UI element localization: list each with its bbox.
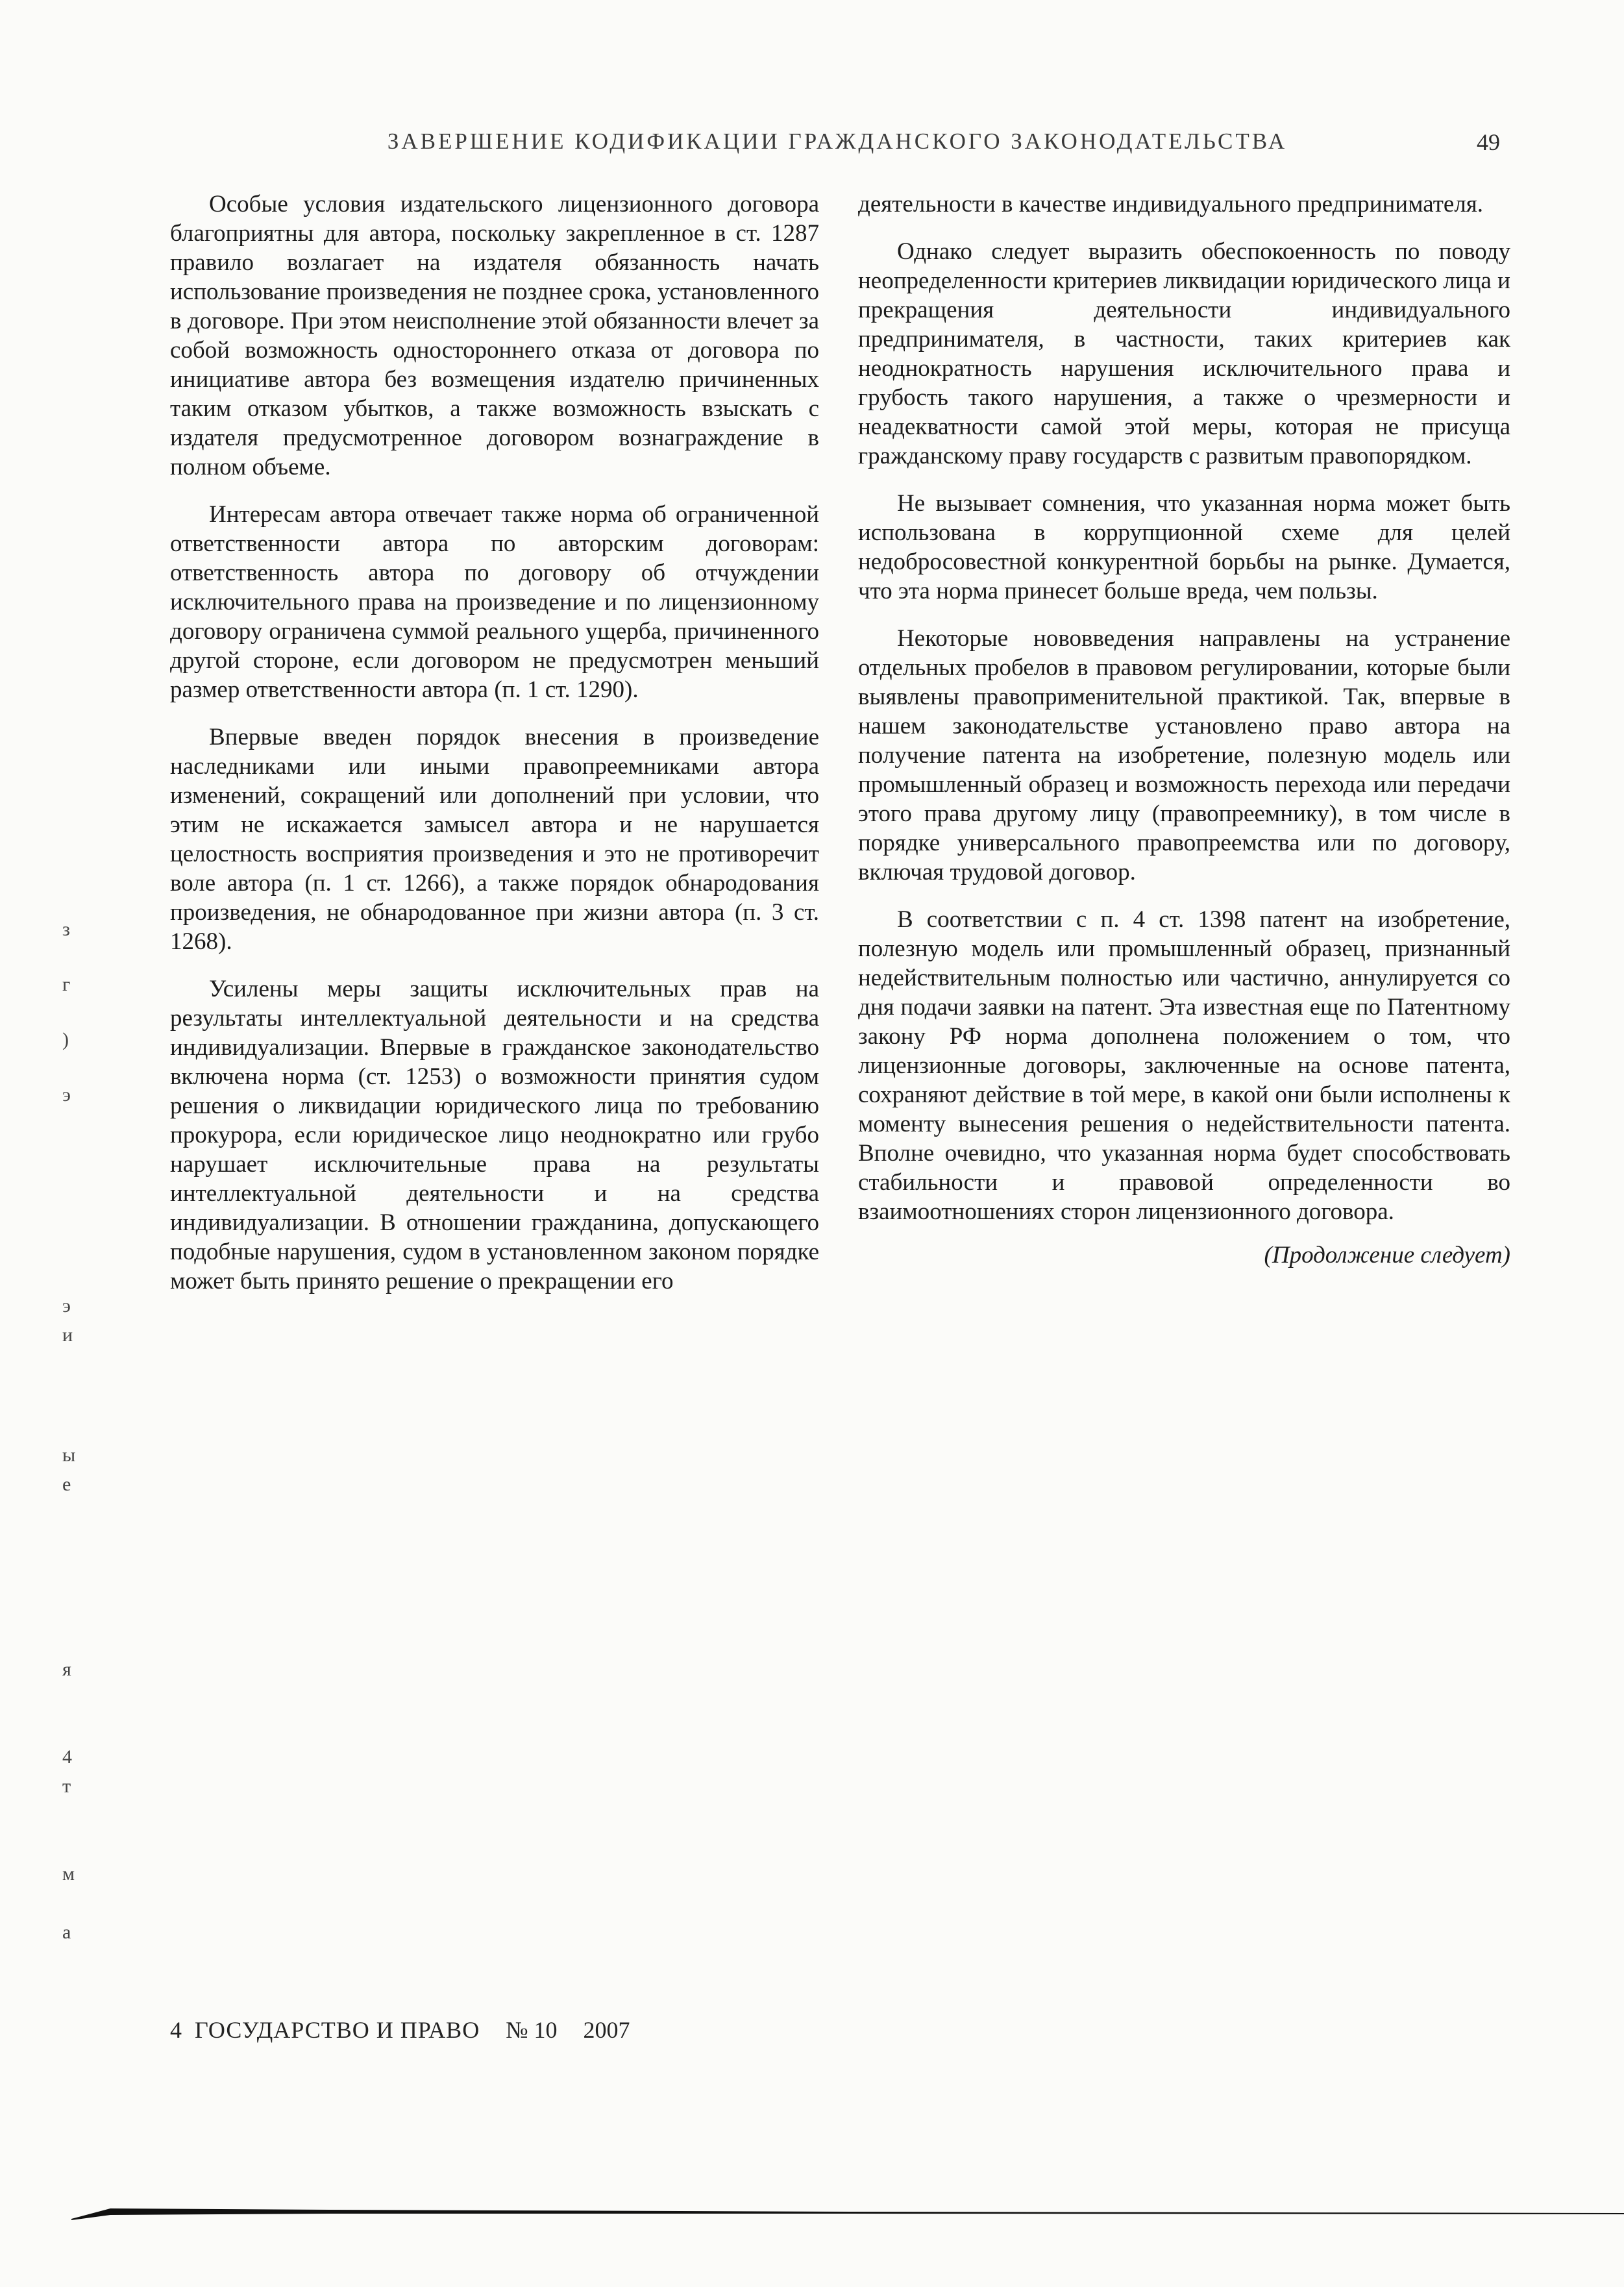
margin-mark: и [62,1324,73,1346]
running-title: ЗАВЕРШЕНИЕ КОДИФИКАЦИИ ГРАЖДАНСКОГО ЗАКОНОДАТЕЛЬСТВА [387,129,1288,154]
paragraph: Некоторые нововведения направлены на устранение отдельных пробелов в правовом регулировании, которые были выявлены правоприменительной практикой. Так, впервые в нашем законодательстве установлено право автора на получение патента на изобретение, полезную модель или промышленный образец и возможность перехода или передачи этого права другому лицу (правопреемнику), в том числе в порядке универсального правопреемства или по договору, включая трудовой договор. [858,625,1510,885]
footer-journal-title: ГОСУДАРСТВО И ПРАВО [195,2017,480,2043]
paragraph: Особые условия издательского лицензионного договора благоприятны для автора, поскольку закрепленное в ст. 1287 правило возлагает на издателя обязанность начать использование произведения не позднее срока, установленного в договоре. При этом неисполнение этой обязанности влечет за собой возможность одностороннего отказа от договора по инициативе автора без возмещения издателю причиненных таким отказом убытков, а также возможность взыскать с издателя предусмотренное договором вознаграждение в полном объеме. [170,191,819,480]
margin-mark: ) [62,1029,69,1050]
margin-mark: э [62,1084,71,1106]
paragraph: Однако следует выразить обеспокоенность по поводу неопределенности критериев ликвидации юридического лица и прекращения деятельности индивидуального предпринимателя, в частности, таких критериев как неоднократность нарушения исключительного права и грубость такого нарушения, а также о чрезмерности и неадекватности самой этой меры, которая не присуща гражданскому праву государств с развитым правопорядком. [858,238,1510,469]
margin-mark: э [62,1295,71,1317]
paragraph: В соответствии с п. 4 ст. 1398 патент на изобретение, полезную модель или промышленный образец, признанный недействительным полностью или частично, аннулируется со дня подачи заявки на патент. Эта известная еще по Патентному закону РФ норма дополнена положением о том, что лицензионные договоры, заключенные на основе патента, сохраняют действие в той мере, в какой они были исполнены к моменту вынесения решения о недействительности патента. Вполне очевидно, что указанная норма будет способствовать стабильности и правовой определенности во взаимоотношениях сторон лицензионного договора. [858,906,1510,1225]
margin-mark: м [62,1863,75,1885]
footer-issue: № 10 [506,2017,558,2043]
footer-page-number: 4 [170,2017,182,2043]
footer-year: 2007 [583,2017,630,2043]
paragraph: Усилены меры защиты исключительных прав на результаты интеллектуальной деятельности и на средства индивидуализации. Впервые в гражданское законодательство включена норма (ст. 1253) о возможности принятия судом решения о ликвидации юридического лица по требованию прокурора, если юридическое лицо неоднократно или грубо нарушает исключительные права на результаты интеллектуальной деятельности и на средства индивидуализации. В отношении гражданина, допускающего подобные нарушения, судом в установленном законом порядке может быть принято решение о прекращении его [170,976,819,1294]
scan-bottom-edge [71,2194,1624,2220]
margin-mark: а [62,1922,71,1943]
page-footer [170,2016,630,2044]
margin-mark: е [62,1474,71,1495]
left-margin-bleed [0,0,91,2287]
margin-mark: з [62,919,70,940]
page-number: 49 [1477,129,1500,155]
margin-mark: т [62,1775,71,1797]
paragraph: Впервые введен порядок внесения в произведение наследниками или иными правопреемниками автора изменений, сокращений или дополнений при условии, что этим не искажается замысел автора и не нарушается целостность восприятия произведения и это не противоречит воле автора (п. 1 ст. 1266), а также порядок обнародования произведения, не обнародованное при жизни автора (п. 3 ст. 1268). [170,724,819,955]
margin-mark: г [62,974,71,995]
margin-mark: ы [62,1444,76,1466]
paragraph: Не вызывает сомнения, что указанная норма может быть использована в коррупционной схеме для целей недобросовестной конкурентной борьбы на рынке. Думается, что эта норма принесет больше вреда, чем пользы. [858,490,1510,604]
margin-mark: я [62,1659,71,1680]
continued-note: (Продолжение следует) [1264,1242,1510,1268]
margin-mark: 4 [62,1746,72,1768]
left-column [170,190,819,1314]
paragraph-continuation: деятельности в качестве индивидуального предпринимателя. [858,191,1484,217]
right-column [858,190,1510,1288]
paragraph: Интересам автора отвечает также норма об ограниченной ответственности автора по авторским договорам: ответственность автора по договору об отчуждении исключительного права на произведение и по лицензионному договору ограничена суммой реального ущерба, причиненного другой стороне, если договором не предусмотрен меньший размер ответственности автора (п. 1 ст. 1290). [170,501,819,703]
